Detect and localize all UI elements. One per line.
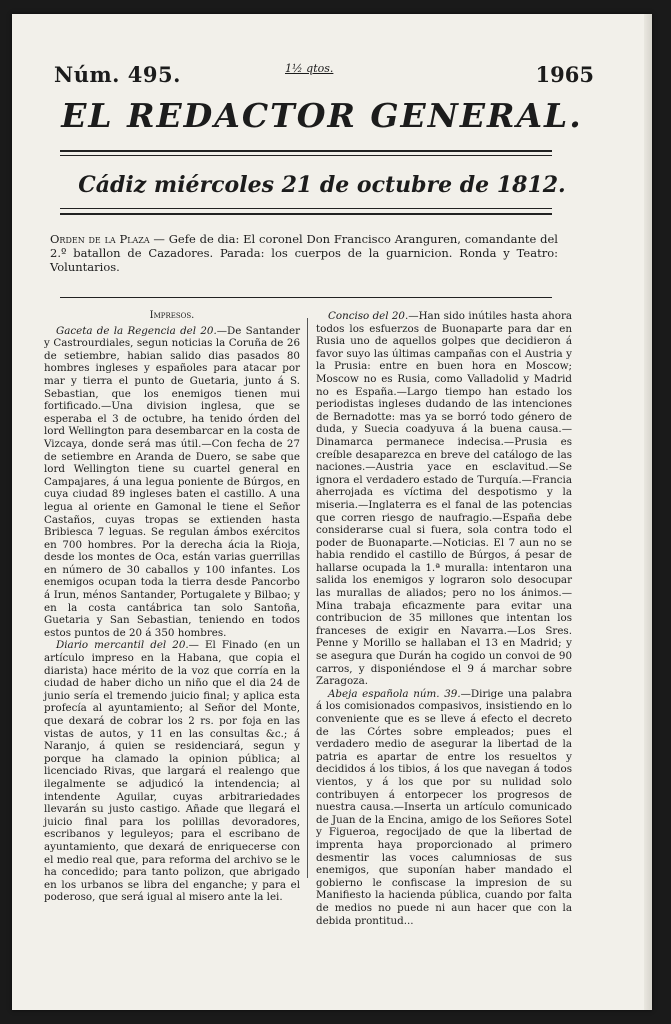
left-column xyxy=(44,310,300,904)
sheet-count: 1½ qtos. xyxy=(285,62,334,75)
newspaper-page xyxy=(12,14,652,1010)
plaza-order-label: Orden de la Plaza xyxy=(50,232,150,246)
article-gaceta xyxy=(44,325,300,640)
article-abeja-source: Abeja española núm. 39. xyxy=(328,687,461,700)
page-number: 1965 xyxy=(535,62,594,87)
dateline: Cádiz miércoles 21 de octubre de 1812. xyxy=(78,172,566,198)
dateline-rule-bottom xyxy=(60,213,552,215)
page-edge xyxy=(644,14,652,1010)
article-conciso-body: —Han sido inútiles hasta ahora todos los esfuerzos de Buonaparte para dar en Rusia uno de aquellos golpes que decidieron á favor suyo las últimas campañas con el Austria y la Prusia: entre en buen hora en Moscow; Moscow no es Rusia, como Valladolid y Madrid no es España.—Largo tiempo han estado los periodistas ingleses dudando de las intenciones de Bernadotte: mas ya se borró todo género de duda, y Suecia coadyuva á la buena causa.—Dinamarca permanece indecisa.—Prusia es creíble desaparezca en breve del catálogo de las naciones.—Austria yace en esclavitud.—Se ignora el verdadero estado de Turquía.—Francia aherrojada es víctima del despotismo y la miseria.—Inglaterra es el fanal de las potencias que corren riesgo de naufragio.—España debe considerarse cual si fuera, sola contra todo el poder de Buonaparte.—Noticias. El 7 aun no se habia rendido el castillo de Búrgos, á pesar de hallarse ocupada la 1.ª muralla: intentaron una salida los enemigos y lograron solo desocupar las murallas de aliados; pero no los ánimos.—Mina trabaja eficazmente para evitar una contribucion de 35 millones que intentan los franceses de exigir en Navarra.—Los Sres. Penne y Morillo se hallaban el 13 en Madrid; y se asegura que Durán ha cogido un convoi de 90 carros, y disponiéndose el 9 á marchar sobre Zaragoza. xyxy=(316,310,573,688)
column-divider xyxy=(307,318,308,878)
article-gaceta-source: Gaceta de la Regencia del 20. xyxy=(56,324,217,337)
masthead-row xyxy=(54,62,594,88)
article-abeja-body: —Dirige una palabra á los comisionados compasivos, insistiendo en lo conveniente que es se lleve á efecto el decreto de las Córtes sobre empleados; pues el verdadero medio de asegurar la libertad de la patria es apartar de entre los resueltos y decididos á los tibios, á los que navegan á todos vientos, y á los que por su nulidad solo contribuyen á entorpecer los progresos de nuestra causa.—Inserta un artículo comunicado de Juan de la Encina, amigo de los Señores Sotel y Figueroa, regocijado de que la libertad de imprenta haya proporcionado al primero desmentir las voces calumniosas de sus enemigos, que suponían haber mandado el gobierno le confiscase la impresion de su Manifiesto la hacienda pública, cuando por falta de medios no puede ni aun hacer que con la debida prontitud... xyxy=(316,687,572,927)
show-through-texture xyxy=(72,876,542,936)
title-rule-top xyxy=(60,150,552,152)
dateline-rule-top xyxy=(60,208,552,209)
plaza-order-text: — Gefe de dia: El coronel Don Francisco Aranguren, comandante del 2.º batallon de Cazadores. Parada: los cuerpos de la guarnicion. Ronda y Teatro: Voluntarios. xyxy=(50,232,558,274)
newspaper-title: EL REDACTOR GENERAL. xyxy=(61,96,583,135)
article-diario xyxy=(44,639,300,903)
article-conciso xyxy=(316,310,572,688)
article-diario-body: — El Finado (en un artículo impreso en la Habana, que copia el diarista) hace mérito de la voz que corría en la ciudad de haber dicho un niño que el dia 24 de junio sería el tremendo juicio final; y aplica esta profecía al ayuntamiento; al Señor del Monte, que dexará de cobrar los 2 rs. por foja en las vistas de autos, y 11 en las consultas &c.; á Naranjo, á quien se residenciará, segun y porque ha clamado la opinion pública; al licenciado Rivas, que largará el realengo que ilegalmente se adjudicó la intendencia; al intendente Aguilar, cuyas arbitrariedades llevarán su justo castigo. Añade que llegará el juicio final para los polillas devoradores, escribanos y leguleyos; para el escribano de ayuntamiento, que dexará de enriquecerse con el medio real que, para reforma del archivo se le ha concedido; para tanto polizon, que abrigado en los urbanos se libra del enganche; y para el poderoso, que será igual al misero ante la lei. xyxy=(44,639,300,904)
issue-number: Núm. 495. xyxy=(54,62,181,87)
section-rule xyxy=(60,297,552,298)
title-rule-bottom xyxy=(60,155,552,156)
article-diario-source: Diario mercantil del 20. xyxy=(56,639,189,652)
right-column xyxy=(316,310,572,927)
article-gaceta-body: —De Santander y Castrourdiales, segun noticias la Coruña de 26 de setiembre, habian salido dias pasados 80 hombres ingleses y españoles para atacar por mar y tierra el punto de Guetaria, junto á S. Sebastian, que los enemigos tienen mui fortificado.—Una division inglesa, que se esperaba el 3 de octubre, ha tenido órden del lord Wellington para desembarcar en la costa de Vizcaya, donde será mas útil.—Con fecha de 27 de setiembre en Aranda de Duero, se sabe que lord Wellington tiene su cuartel general en Campajares, á una legua poniente de Búrgos, en cuya ciudad 89 ingleses baten el castillo. A una legua al oriente en Gamonal le tiene el Señor Castaños, cuyas tropas se extienden hasta Bribiesca 7 leguas. Se regulan ámbos exércitos en 700 hombres. Por la derecha ácia la Rioja, desde los montes de Oca, están varias guerrillas en número de 30 caballos y 100 infantes. Los enemigos ocupan toda la tierra desde Pancorbo á Irun, ménos Santander, Portugalete y Bilbao; y en la costa cantábrica tan solo Santoña, Guetaria y San Sebastian, teniendo en todos estos puntos de 20 á 350 hombres. xyxy=(44,324,300,639)
article-conciso-source: Conciso del 20. xyxy=(328,310,409,322)
plaza-order xyxy=(50,232,558,274)
section-heading-impresos: Impresos. xyxy=(149,310,195,321)
